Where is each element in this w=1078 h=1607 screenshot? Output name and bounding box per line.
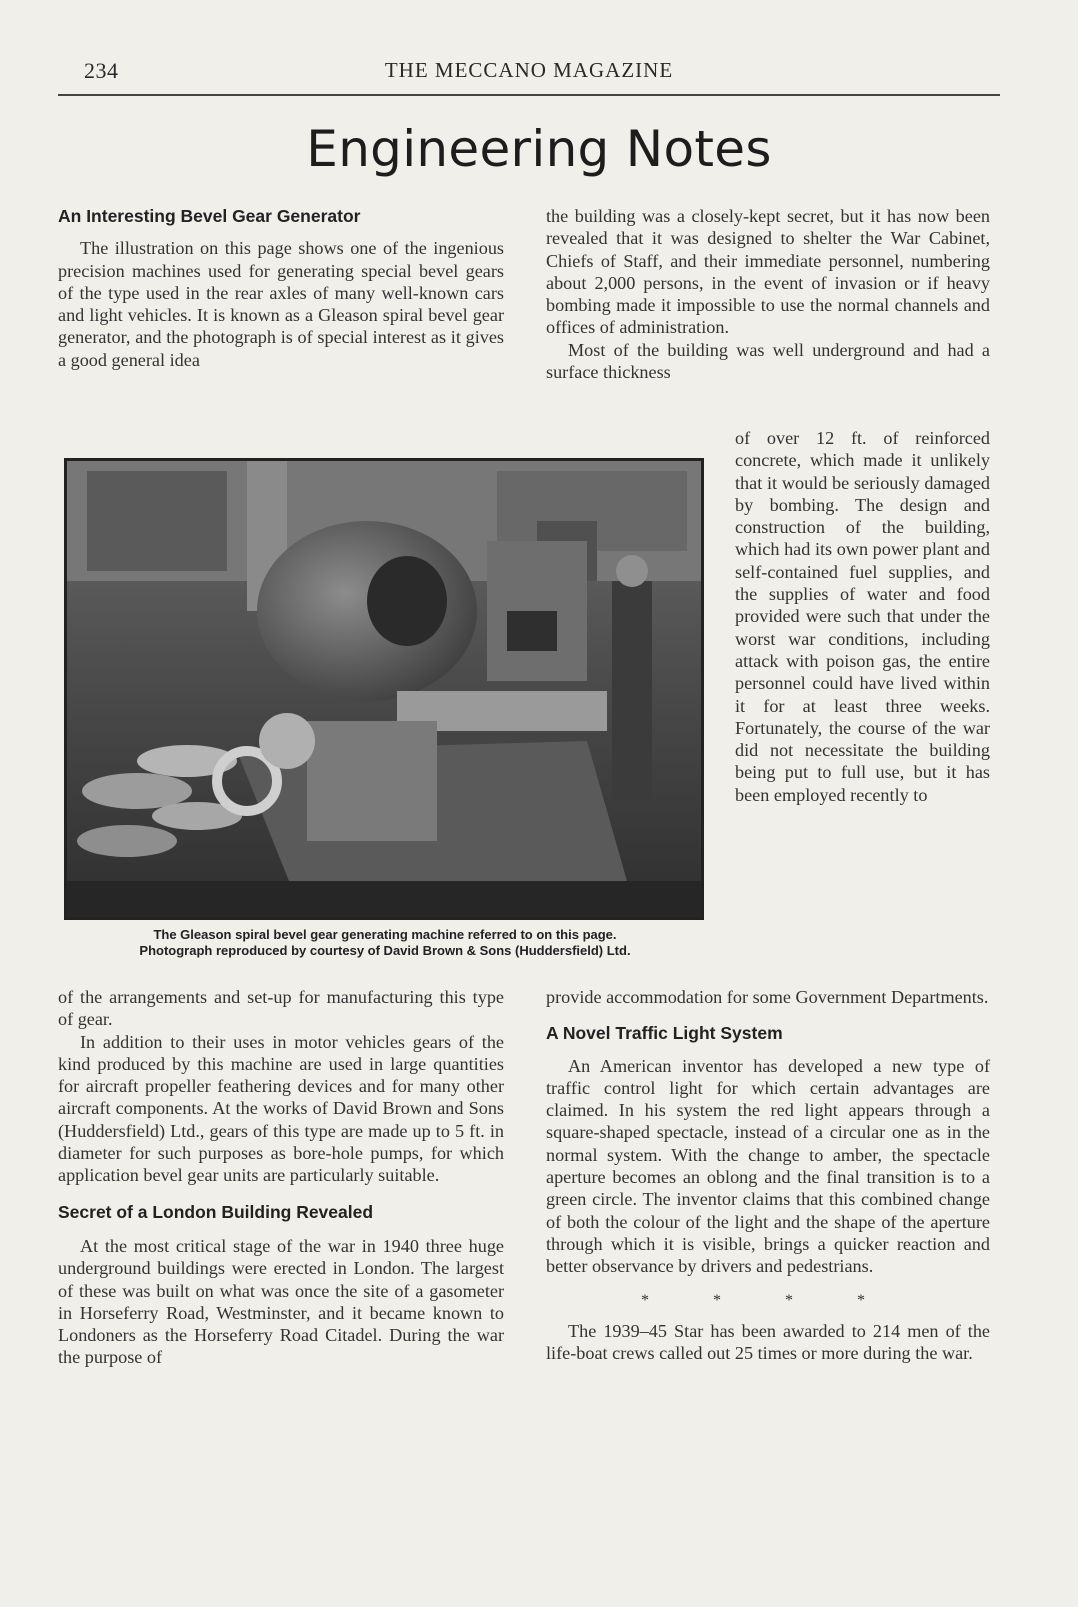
paragraph-citadel-1: the building was a closely-kept secret, but it has now been revealed that it was designed to shelter the War Cabinet, Chiefs of Staff, and their immediate personnel, numbering about 2,000 persons, in the event of invasion or if heavy bombing made it impossible to use the normal channels and offices of administration. xyxy=(546,206,990,338)
paragraph-bevel-2: of the arrangements and set-up for manufacturing this type of gear. xyxy=(58,987,504,1030)
left-column-top xyxy=(58,205,504,371)
right-column-bottom xyxy=(546,986,990,1364)
heading-london-building: Secret of a London Building Revealed xyxy=(58,1201,374,1222)
photo-caption xyxy=(60,927,710,959)
right-column-top xyxy=(546,205,990,383)
left-column-bottom xyxy=(58,986,504,1369)
paragraph-citadel-intro: At the most critical stage of the war in 1940 three huge underground buildings were erected in London. The largest of these was built on what was once the site of a gasometer in Horseferry Road, Westminster, and it became known to Londoners as the Horseferry Road Citadel. During the war the purpose of xyxy=(58,1235,504,1368)
paragraph-traffic-light: An American inventor has developed a new type of traffic control light for which certain advantages are claimed. In his system the red light appears through a square-shaped spectacle, instead of a circular one as in the normal system. With the change to amber, the spectacle aperture becomes an oblong and the final transition is to a green circle. The inventor claims that this combined change of both the colour of the light and the shape of the aperture through which it is visible, brings a quicker reaction and better observance by drivers and pedestrians. xyxy=(546,1055,990,1277)
gear-machine-illustration xyxy=(67,461,701,917)
page-header xyxy=(58,58,1000,88)
paragraph-citadel-3: of over 12 ft. of reinforced concrete, which made it unlikely that it would be seriously damaged by bombing. The design and construction of the building, which had its own power plant and self-contained fuel supplies, and the supplies of water and food provided were such that under the worst war conditions, including attack with poison gas, the entire personnel could have lived within it for at least three weeks. Fortunately, the course of the war did not necessitate the building being put to full use, but it has been employed recently to xyxy=(735,428,990,805)
magazine-title: THE MECCANO MAGAZINE xyxy=(384,58,674,82)
article-title: Engineering Notes xyxy=(306,120,772,178)
paragraph-bevel-1: The illustration on this page shows one of the ingenious precision machines used for generating special bevel gears of the type used in the rear axles of many well-known cars and light vehicles. It is known as a Gleason spiral bevel gear generator, and the photograph is of special interest as it gives a good general idea xyxy=(58,238,504,370)
machine-photograph xyxy=(64,458,704,920)
right-column-narrow xyxy=(735,427,990,806)
paragraph-citadel-2: Most of the building was well underground and had a surface thickness xyxy=(546,339,990,383)
heading-traffic-light: A Novel Traffic Light System xyxy=(546,1023,783,1044)
heading-bevel-gear: An Interesting Bevel Gear Generator xyxy=(58,206,361,226)
page-number: 234 xyxy=(84,58,119,83)
paragraph-star-award: The 1939–45 Star has been awarded to 214 men of the life-boat crews called out 25 times or more during the war. xyxy=(546,1320,990,1364)
section-separator: * * * * xyxy=(641,1291,895,1309)
paragraph-bevel-3: In addition to their uses in motor vehicles gears of the kind produced by this machine are used in large quantities for aircraft propeller feathering devices and for many other aircraft components. At the works of David Brown and Sons (Huddersfield) Ltd., gears of this type are made up to 5 ft. in diameter for such purposes as bore-hole pumps, for which application bevel gear units are particularly suitable. xyxy=(58,1031,504,1186)
paragraph-citadel-4: provide accommodation for some Government Departments. xyxy=(546,987,989,1007)
caption-line-1: The Gleason spiral bevel gear generating machine referred to on this page. xyxy=(153,927,617,942)
header-rule xyxy=(58,94,1000,96)
caption-line-2: Photograph reproduced by courtesy of David Brown & Sons (Huddersfield) Ltd. xyxy=(139,943,631,958)
